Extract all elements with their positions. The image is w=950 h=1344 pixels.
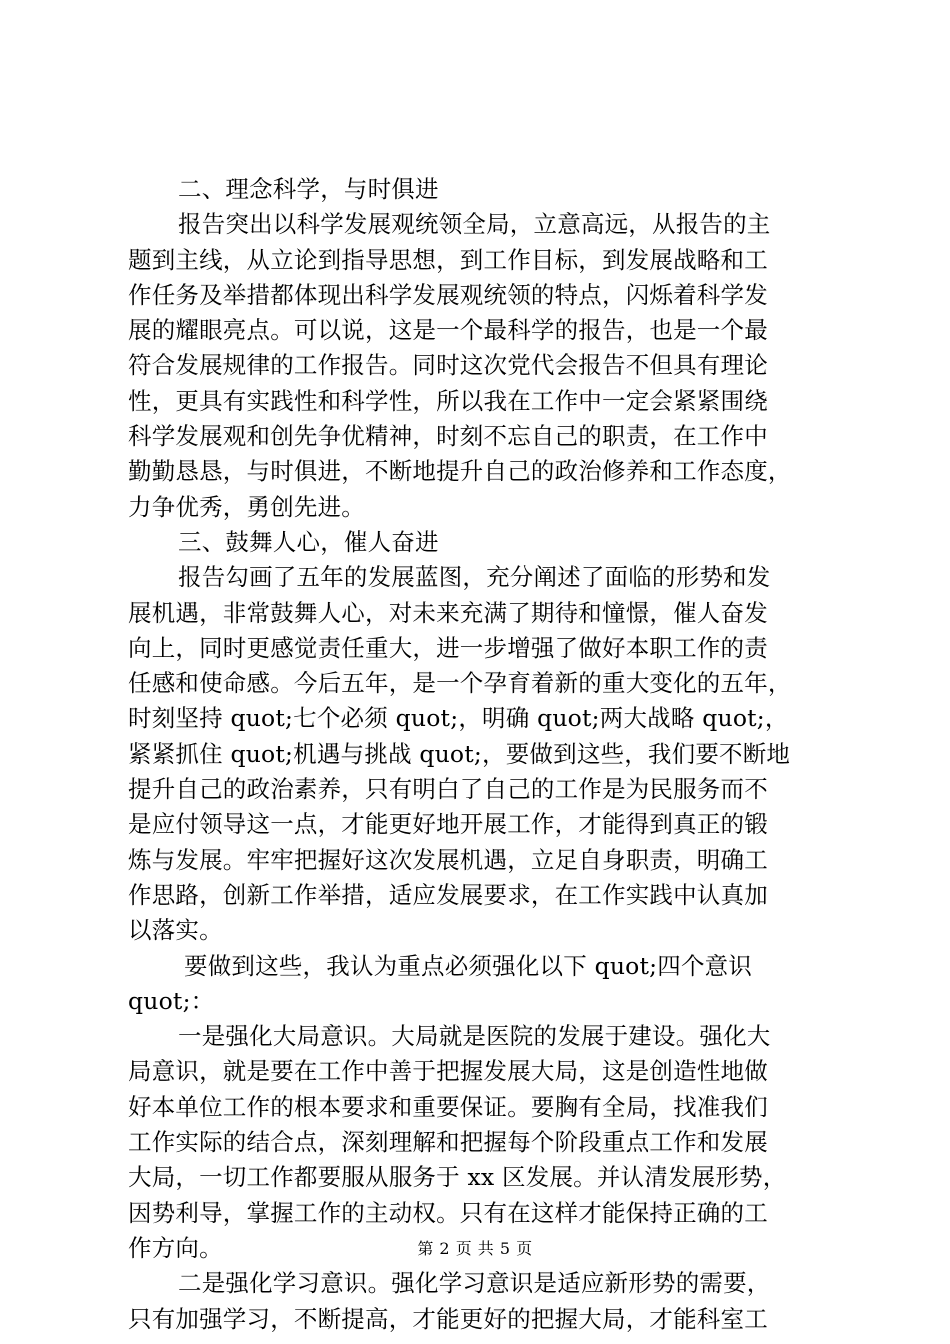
paragraph-line: 要做到这些，我认为重点必须强化以下 quot;四个意识	[184, 951, 753, 980]
paragraph-line: 力争优秀，勇创先进。	[128, 492, 365, 521]
paragraph-line: 科学发展观和创先争优精神，时刻不忘自己的职责，在工作中	[128, 422, 768, 451]
paragraph-line: 展的耀眼亮点。可以说，这是一个最科学的报告，也是一个最	[128, 316, 768, 345]
paragraph-line: 向上，同时更感觉责任重大，进一步增强了做好本职工作的责	[128, 633, 768, 662]
paragraph-line: 大局，一切工作都要服从服务于 xx 区发展。并认清发展形势，	[128, 1163, 787, 1192]
paragraph-line: 以落实。	[128, 916, 223, 945]
paragraph-line: 因势利导，掌握工作的主动权。只有在这样才能保持正确的工	[128, 1198, 768, 1227]
section-heading-3: 三、鼓舞人心，催人奋进	[178, 527, 439, 556]
paragraph-line: 勤勤恳恳，与时俱进，不断地提升自己的政治修养和工作态度，	[128, 457, 792, 486]
paragraph-line: 报告突出以科学发展观统领全局，立意高远，从报告的主	[178, 210, 771, 239]
paragraph-line: 炼与发展。牢牢把握好这次发展机遇，立足自身职责，明确工	[128, 845, 768, 874]
paragraph-line: 作思路，创新工作举措，适应发展要求，在工作实践中认真加	[128, 880, 768, 909]
paragraph-line: 作方向。	[128, 1233, 223, 1262]
paragraph-line: 任感和使命感。今后五年，是一个孕育着新的重大变化的五年，	[128, 669, 792, 698]
paragraph-line: 性，更具有实践性和科学性，所以我在工作中一定会紧紧围绕	[128, 386, 768, 415]
paragraph-line: 工作实际的结合点，深刻理解和把握每个阶段重点工作和发展	[128, 1128, 768, 1157]
paragraph-line: 符合发展规律的工作报告。同时这次党代会报告不但具有理论	[128, 351, 768, 380]
section-heading-2: 二、理念科学，与时俱进	[178, 175, 439, 203]
paragraph-line: 只有加强学习，不断提高，才能更好的把握大局，才能科室工	[128, 1304, 768, 1333]
paragraph-line: 一是强化大局意识。大局就是医院的发展于建设。强化大	[178, 1022, 771, 1051]
paragraph-line: 是应付领导这一点，才能更好地开展工作，才能得到真正的锻	[128, 810, 768, 839]
paragraph-line: 二是强化学习意识。强化学习意识是适应新形势的需要，	[178, 1269, 771, 1298]
paragraph-line: 时刻坚持 quot;七个必须 quot;，明确 quot;两大战略 quot;，	[128, 704, 789, 733]
paragraph-line: 提升自己的政治素养，只有明白了自己的工作是为民服务而不	[128, 775, 768, 804]
paragraph-line: 局意识，就是要在工作中善于把握发展大局，这是创造性地做	[128, 1057, 768, 1086]
paragraph-line: quot;：	[128, 986, 215, 1015]
paragraph-line: 好本单位工作的根本要求和重要保证。要胸有全局，找准我们	[128, 1092, 768, 1121]
paragraph-line: 作任务及举措都体现出科学发展观统领的特点，闪烁着科学发	[128, 280, 768, 309]
paragraph-line: 题到主线，从立论到指导思想，到工作目标，到发展战略和工	[128, 245, 768, 274]
paragraph-line: 紧紧抓住 quot;机遇与挑战 quot;，要做到这些，我们要不断地	[128, 739, 791, 768]
paragraph-line: 展机遇，非常鼓舞人心，对未来充满了期待和憧憬，催人奋发	[128, 598, 768, 627]
page-number-footer: 第 2 页 共 5 页	[417, 1239, 533, 1258]
document-body	[128, 172, 834, 1337]
paragraph-line: 报告勾画了五年的发展蓝图，充分阐述了面临的形势和发	[178, 563, 771, 592]
